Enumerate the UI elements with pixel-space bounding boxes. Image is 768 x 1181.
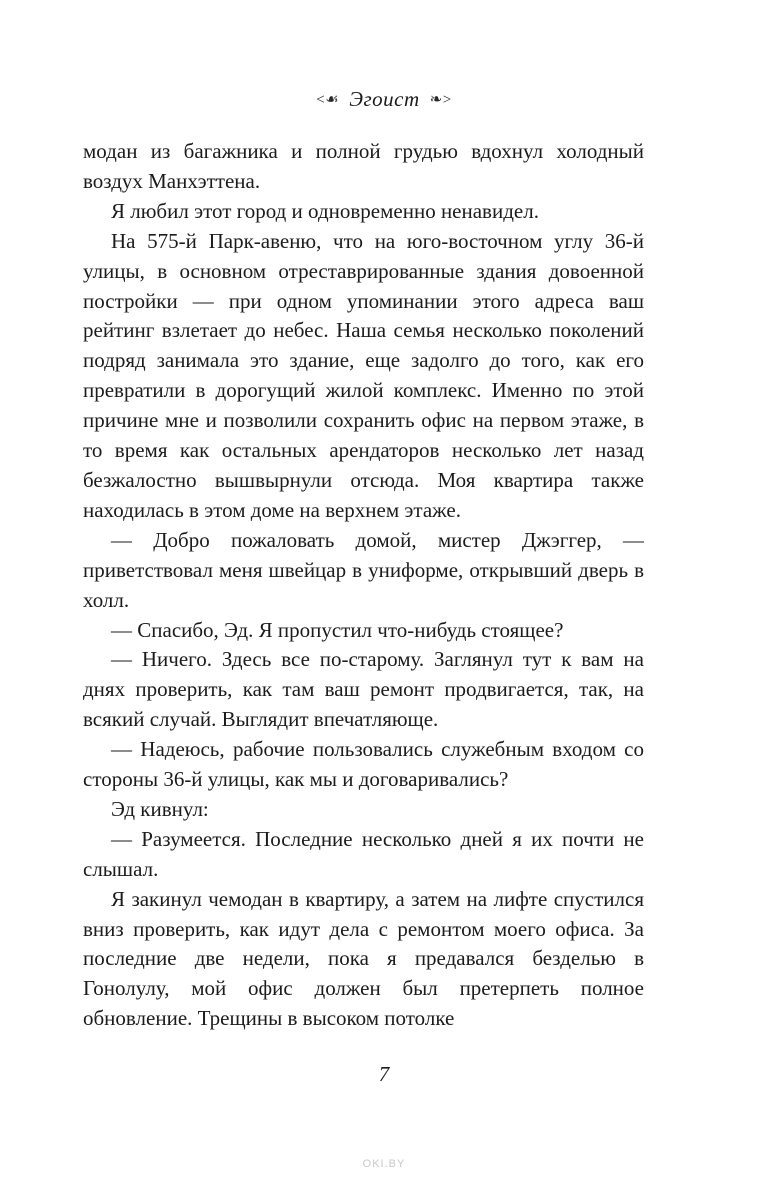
paragraph: модан из багажника и полной грудью вдохнул холодный воздух Манхэттена. bbox=[83, 139, 644, 193]
paragraph: — Разумеется. Последние несколько дней я их почти не слышал. bbox=[83, 826, 644, 881]
paragraph: — Добро пожаловать домой, мистер Джэггер, — приветствовал меня швейцар в униформе, открывший дверь в холл. bbox=[83, 527, 644, 612]
watermark: OKI.BY bbox=[362, 1158, 406, 1170]
paragraph: — Спасибо, Эд. Я пропустил что-нибудь стоящее? bbox=[111, 617, 564, 642]
right-ornament-icon: ❧> bbox=[429, 92, 452, 108]
paragraph: Я любил этот город и одновременно ненавидел. bbox=[111, 198, 539, 223]
page-number: 7 bbox=[378, 1062, 390, 1086]
paragraph: Эд кивнул: bbox=[111, 796, 209, 821]
left-ornament-icon: <☙ bbox=[316, 92, 340, 108]
paragraph: На 575-й Парк-авеню, что на юго-восточном углу 36-й улицы, в основном отреставрированные здания довоенной постройки — при одном упоминании этого адреса ваш рейтинг взлетает до небес. Наша семья несколько поколений подряд занимала это здание, еще задолго до того, как его превратили в дорогущий жилой комплекс. Именно по этой причине мне и позволили сохранить офис на первом этаже, в то время как остальных арендаторов несколько лет назад безжалостно вышвырнули отсюда. Моя квартира также находилась в этом доме на верхнем этаже. bbox=[83, 228, 644, 522]
running-head bbox=[0, 86, 768, 113]
running-head-title: Эгоист bbox=[349, 87, 420, 111]
paragraph: Я закинул чемодан в квартиру, а затем на лифте спустился вниз проверить, как идут дела с ремонтом моего офиса. За последние две недели, пока я предавался безделью в Гонолулу, мой офис должен был претерпеть полное обновление. Трещины в высоком потолке bbox=[83, 886, 644, 1031]
paragraph: — Ничего. Здесь все по-старому. Заглянул тут к вам на днях проверить, как там ваш ремонт продвигается, так, на всякий случай. Выглядит впечатляюще. bbox=[83, 647, 644, 732]
paragraph: — Надеюсь, рабочие пользовались служебным входом со стороны 36-й улицы, как мы и договаривались? bbox=[83, 737, 644, 792]
body-text bbox=[83, 137, 644, 1034]
